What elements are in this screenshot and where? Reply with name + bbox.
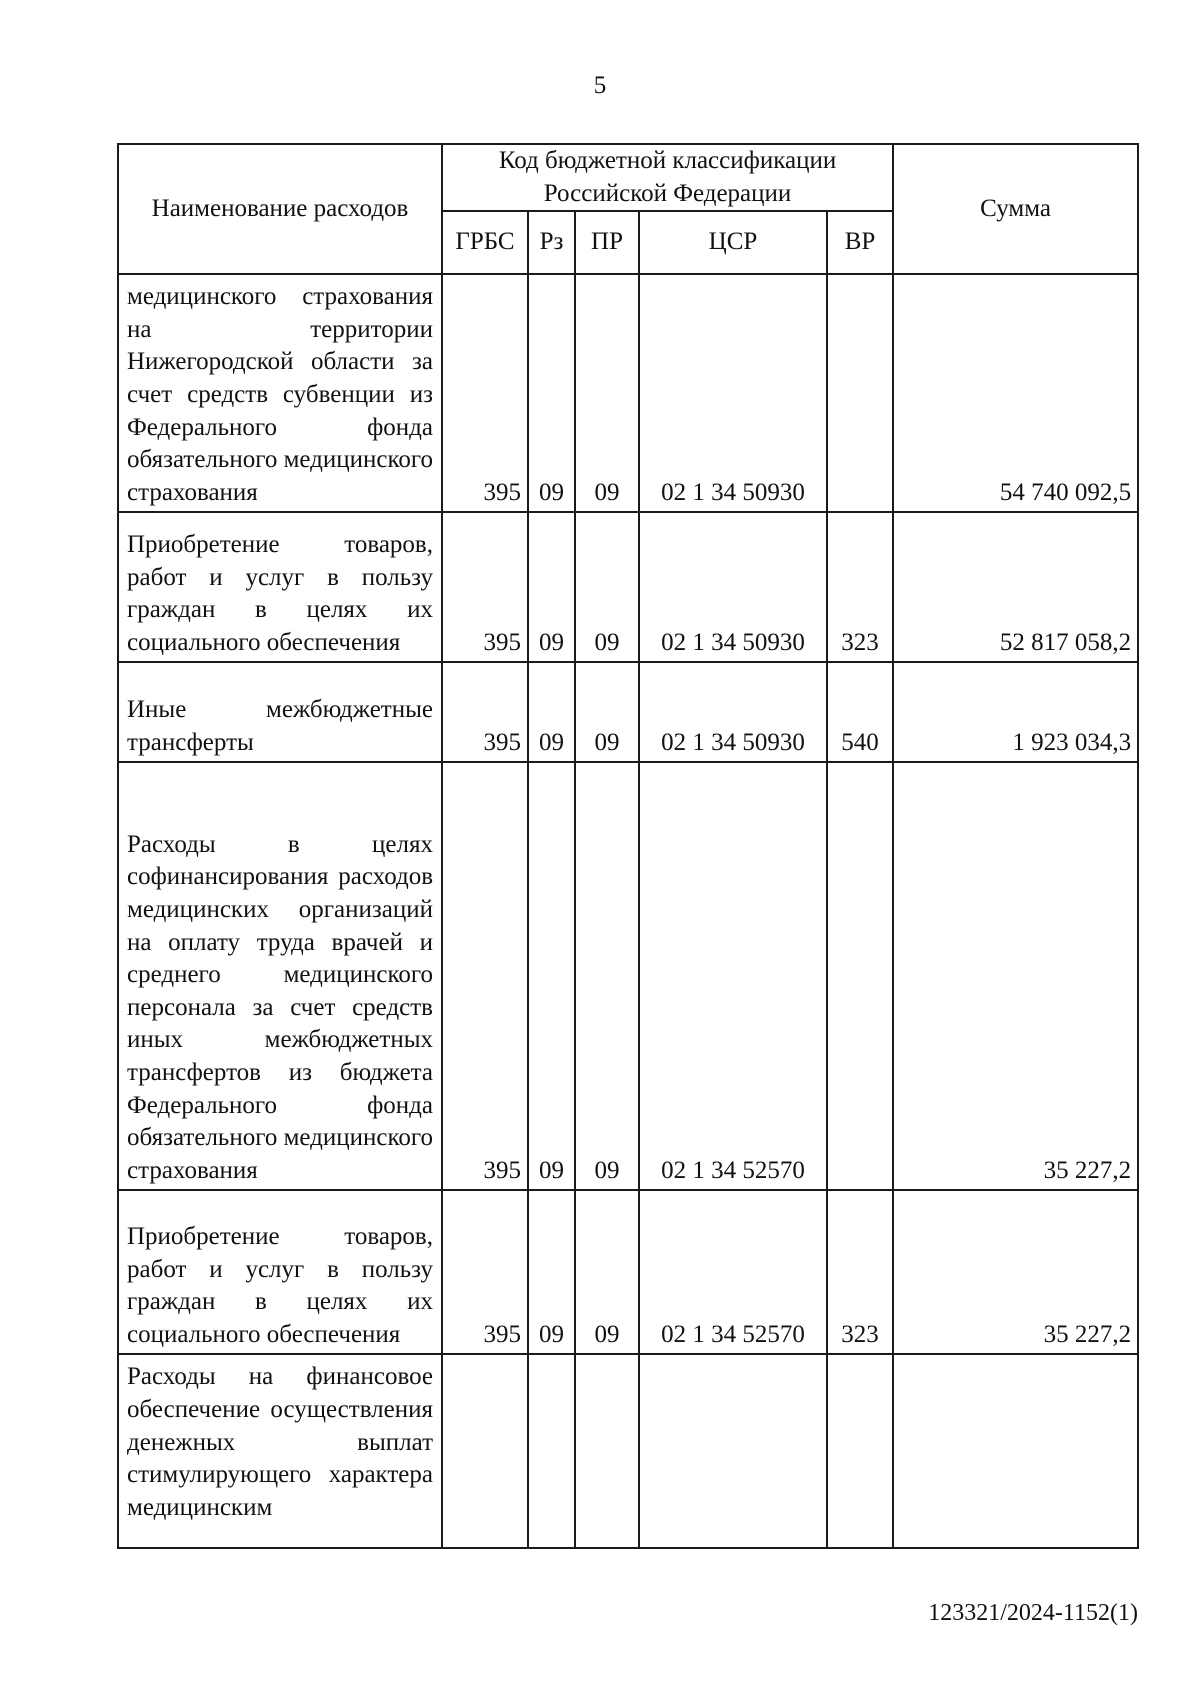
header-kbk-group: Код бюджетной классификации Российской Федерации — [442, 144, 893, 211]
row-rz: 09 — [528, 274, 575, 512]
table-row — [118, 274, 1138, 512]
row-name: Приобретение товаров, работ и услуг в пользу граждан в целях их социального обеспечения — [118, 1190, 442, 1354]
row-csr: 02 1 34 50930 — [639, 274, 827, 512]
row-pr — [575, 1354, 639, 1548]
table-row — [118, 512, 1138, 662]
row-vr — [827, 274, 893, 512]
row-csr — [639, 1354, 827, 1548]
row-csr: 02 1 34 52570 — [639, 762, 827, 1190]
row-name: медицинского страхования на территории Нижегородской области за счет средств субвенции из Федерального фонда обязательного медицинского страхования — [118, 274, 442, 512]
header-sum: Сумма — [893, 144, 1138, 274]
row-name: Расходы в целях софинансирования расходов медицинских организаций на оплату труда врачей и среднего медицинского персонала за счет средств иных межбюджетных трансфертов из бюджета Федерального фонда обязательного медицинского страхования — [118, 762, 442, 1190]
row-csr: 02 1 34 50930 — [639, 662, 827, 762]
row-grbs — [442, 1354, 528, 1548]
row-grbs: 395 — [442, 274, 528, 512]
row-pr: 09 — [575, 762, 639, 1190]
row-pr: 09 — [575, 274, 639, 512]
header-csr: ЦСР — [639, 211, 827, 274]
header-rz: Рз — [528, 211, 575, 274]
row-pr: 09 — [575, 662, 639, 762]
row-sum: 35 227,2 — [893, 762, 1138, 1190]
row-sum: 54 740 092,5 — [893, 274, 1138, 512]
header-pr: ПР — [575, 211, 639, 274]
row-csr: 02 1 34 50930 — [639, 512, 827, 662]
row-vr — [827, 762, 893, 1190]
page-number: 5 — [593, 72, 607, 99]
table-row — [118, 1190, 1138, 1354]
row-name: Иные межбюджетные трансферты — [118, 662, 442, 762]
row-name: Приобретение товаров, работ и услуг в пользу граждан в целях их социального обеспечения — [118, 512, 442, 662]
table-row — [118, 662, 1138, 762]
table-row — [118, 1354, 1138, 1548]
row-name: Расходы на финансовое обеспечение осуществления денежных выплат стимулирующего характера медицинским — [118, 1354, 442, 1548]
row-pr: 09 — [575, 1190, 639, 1354]
row-grbs: 395 — [442, 762, 528, 1190]
row-grbs: 395 — [442, 1190, 528, 1354]
row-sum — [893, 1354, 1138, 1548]
row-rz: 09 — [528, 762, 575, 1190]
row-rz: 09 — [528, 1190, 575, 1354]
header-name: Наименование расходов — [118, 144, 442, 274]
row-rz: 09 — [528, 512, 575, 662]
header-grbs: ГРБС — [442, 211, 528, 274]
document-code: 123321/2024-1152(1) — [928, 1600, 1138, 1626]
row-rz — [528, 1354, 575, 1548]
row-rz: 09 — [528, 662, 575, 762]
row-vr: 323 — [827, 512, 893, 662]
row-grbs: 395 — [442, 512, 528, 662]
row-sum: 52 817 058,2 — [893, 512, 1138, 662]
row-vr: 540 — [827, 662, 893, 762]
header-vr: ВР — [827, 211, 893, 274]
row-sum: 1 923 034,3 — [893, 662, 1138, 762]
row-csr: 02 1 34 52570 — [639, 1190, 827, 1354]
row-sum: 35 227,2 — [893, 1190, 1138, 1354]
budget-table — [117, 143, 1139, 1549]
row-pr: 09 — [575, 512, 639, 662]
table-row — [118, 762, 1138, 1190]
row-vr — [827, 1354, 893, 1548]
row-vr: 323 — [827, 1190, 893, 1354]
row-grbs: 395 — [442, 662, 528, 762]
